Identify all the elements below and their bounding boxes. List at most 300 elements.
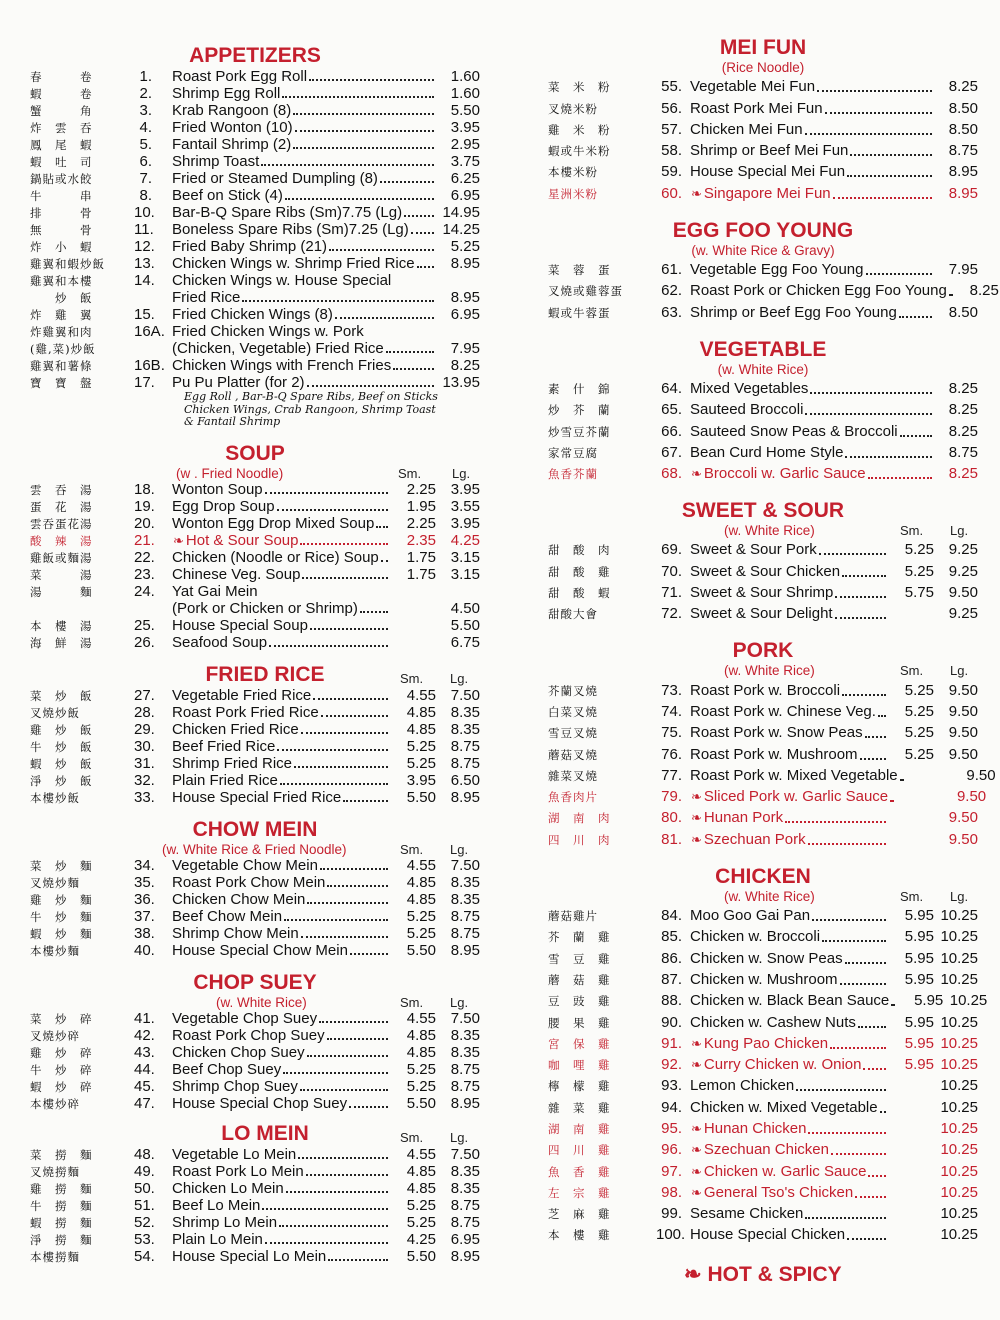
price-large: 6.95 [450,187,480,204]
chinese-name: 鍋貼或水餃 [30,172,93,186]
price-small: 5.25 [406,1060,436,1078]
menu-item [30,374,480,391]
price-large: 7.50 [450,856,480,874]
item-number: 7. [139,170,152,187]
chinese-name: 叉燒撈麵 [30,1164,80,1179]
chinese-name: 炒 飯 [30,291,93,305]
price-large: 8.35 [450,1179,480,1197]
chinese-name: 菜 撈 麵 [30,1147,93,1162]
price-small: 5.25 [904,541,934,559]
size-small-label: Sm. [400,841,424,857]
price-small: 5.95 [904,970,934,988]
item-number: 30. [134,737,155,755]
chinese-name: 雞飯或麵湯 [30,550,93,565]
dot-leader [890,800,894,802]
menu-item [548,118,978,139]
menu-item [548,925,978,946]
price-large: 4.50 [450,599,480,617]
chop-suey-subtitle: (w. White Rice) [216,994,307,1010]
chinese-name: 牛 炒 飯 [30,739,93,754]
price-large: 10.25 [940,1183,978,1201]
chinese-name: 咖 哩 雞 [548,1058,611,1073]
pepper-icon: ❧ [691,789,702,805]
item-number: 6. [139,153,152,170]
menu-item [548,581,978,602]
item-number: 60. [661,184,682,202]
dot-leader [900,779,904,781]
dot-leader [949,294,953,296]
pepper-icon: ❧ [691,810,702,826]
dot-leader [847,1238,886,1240]
chinese-name: 炸 雞 翼 [30,308,93,322]
dot-leader [845,456,932,458]
menu-item [30,789,480,806]
chow-mein-header [30,842,480,857]
price-large: 6.95 [450,306,480,323]
price-small: 4.85 [406,890,436,908]
dot-leader [404,215,434,217]
item-name: Roast Pork Lo Mein [172,1162,304,1180]
dot-leader [265,1242,388,1244]
menu-item [548,721,978,742]
dot-leader [242,300,434,302]
dot-leader [327,1038,388,1040]
price-small: 5.75 [904,584,934,602]
item-name: Beef Lo Mein [172,1196,261,1214]
pepper-icon: ❧ [691,1184,702,1200]
pepper-icon: ❧ [691,1035,702,1051]
chinese-name: 湖 南 肉 [548,811,611,826]
item-name: Moo Goo Gai Pan [690,907,811,925]
price-large: 1.60 [450,85,480,102]
dot-leader [298,1157,388,1159]
item-number: 38. [134,924,155,942]
item-name: Plain Lo Mein [172,1230,263,1248]
menu-item [30,704,480,721]
dot-leader [307,385,434,387]
pupu-note [30,391,480,429]
dot-leader [349,1106,388,1108]
item-name: Roast Pork Fried Rice [172,703,319,721]
chinese-name: 白菜叉燒 [548,704,598,719]
chinese-name: 素 什 錦 [548,381,611,396]
menu-item [30,1061,480,1078]
chicken-list [548,904,988,1245]
price-small: 5.25 [406,924,436,942]
chinese-name: 春 卷 [30,70,93,84]
item-number: 49. [134,1162,155,1180]
dot-leader [805,1217,886,1219]
size-large-label: Lg. [450,1129,469,1145]
price-small: 4.85 [406,873,436,891]
dot-leader [294,766,388,768]
item-name: General Tso's Chicken [703,1183,854,1201]
menu-item [548,181,978,202]
size-small-label: Sm. [398,465,422,481]
price-large: 10.25 [940,907,978,925]
size-small-label: Sm. [900,888,924,904]
menu-item [30,340,480,357]
price-large: 10.25 [940,1056,978,1074]
dot-leader [858,1026,886,1028]
chinese-name: 甜 酸 蝦 [548,586,611,601]
price-large: 14.25 [442,221,480,238]
chinese-name: 蝦 撈 麵 [30,1215,93,1230]
price-small: 1.75 [406,565,436,583]
item-number: 53. [134,1230,155,1248]
chinese-name: 叉燒米粉 [548,101,598,116]
price-large: 10.25 [940,1077,978,1095]
chinese-name: 芥蘭叉燒 [548,683,598,698]
menu-item [30,102,480,119]
chinese-name: 雞 炒 飯 [30,722,93,737]
dot-leader [796,1089,886,1091]
fried-rice-list [30,687,480,806]
menu-item [30,1180,480,1197]
item-number: 15. [134,306,155,323]
menu-item [30,908,480,925]
chinese-name: 牛 炒 麵 [30,909,93,924]
item-name: Roast Pork Egg Roll [172,68,308,85]
item-number: 80. [661,809,682,827]
menu-item [548,1032,978,1053]
menu-item [548,559,978,580]
item-number: 36. [134,890,155,908]
item-number: 19. [134,497,155,515]
dot-leader [805,133,932,135]
price-large: 8.35 [450,703,480,721]
price-small: 5.95 [914,992,944,1010]
section-title-chop-suey: CHOP SUEY [193,970,317,994]
price-large: 8.75 [450,1060,480,1078]
item-name: Pu Pu Platter (for 2) [172,374,305,391]
item-name: Vegetable Fried Rice [172,686,312,704]
item-name: Roast Pork Mei Fun [690,99,823,117]
price-large: 8.25 [948,401,978,419]
item-number: 56. [661,99,682,117]
price-large: 10.25 [940,970,978,988]
mei-fun-subtitle: (Rice Noodle) [721,60,805,75]
item-number: 71. [661,584,682,602]
pork-subtitle: (w. White Rice) [724,663,815,679]
item-number: 25. [134,616,155,634]
price-large: 8.75 [450,1077,480,1095]
menu-item [548,1223,978,1244]
menu-item [548,1010,978,1031]
dot-leader [833,197,932,199]
item-number: 26. [134,633,155,651]
dot-leader [277,509,388,511]
dot-leader [393,368,434,370]
price-large: 8.75 [948,142,978,160]
price-small: 4.55 [406,686,436,704]
price-small: 4.55 [406,1009,436,1027]
menu-item [30,323,480,340]
chinese-name: 炒雪豆芥蘭 [548,424,611,439]
price-small: 4.85 [406,1026,436,1044]
price-small: 5.95 [904,1013,934,1031]
section-title-soup: SOUP [225,441,285,465]
pepper-icon: ❧ [684,1263,702,1286]
item-number: 58. [661,142,682,160]
chinese-name: 甜酸大會 [548,607,598,622]
pork-header [548,663,978,678]
chinese-name: 炸雞翼和肉 [30,325,93,339]
fried-rice-header [30,663,480,687]
dot-leader [310,628,388,630]
dot-leader [808,1132,886,1134]
item-number: 87. [661,970,682,988]
menu-item [30,255,480,272]
menu-item [30,600,480,617]
chinese-name: 本樓炒飯 [30,790,80,805]
item-name: Plain Fried Rice [172,771,278,789]
price-large: 10.25 [940,949,978,967]
chinese-name: 豆 豉 雞 [548,994,611,1009]
chinese-name: 牛 串 [30,189,93,203]
menu-item [30,942,480,959]
price-large: 8.50 [948,99,978,117]
price-small: 5.25 [904,702,934,720]
chicken-subtitle: (w. White Rice) [724,888,815,904]
note-line: & Fantail Shrimp [184,415,281,428]
pepper-icon: ❧ [691,1142,702,1158]
chinese-name: 蝦 炒 碎 [30,1079,93,1094]
item-name: Chicken (Noodle or Rice) Soup [172,548,379,566]
dot-leader [306,1174,388,1176]
item-number: 63. [661,303,682,321]
chinese-name: 鳳 尾 蝦 [30,138,93,152]
price-large: 5.50 [450,616,480,634]
item-name: Chicken w. Mushroom [690,970,838,988]
chinese-name: 魚香肉片 [548,790,598,805]
item-name: Beef Fried Rice [172,737,276,755]
menu-item [30,755,480,772]
item-number: 70. [661,562,682,580]
sweet-sour-header [548,523,978,538]
dot-leader [812,919,886,921]
item-number: 37. [134,907,155,925]
dot-leader [868,477,932,479]
item-name: Fantail Shrimp (2) [172,136,292,153]
dot-leader [360,611,388,613]
chinese-name: 四 川 雞 [548,1143,611,1158]
item-number: 59. [661,163,682,181]
menu-item [548,377,978,398]
size-large-label: Lg. [450,841,469,857]
item-number: 20. [134,514,155,532]
dot-leader [350,953,388,955]
chinese-name: 宮 保 雞 [548,1036,611,1051]
section-title-vegetable: VEGETABLE [699,337,827,361]
dot-leader [380,181,434,183]
price-large: 9.50 [948,724,978,742]
pepper-icon: ❧ [691,1163,702,1179]
item-name: House Special Chow Mein [172,941,348,959]
price-large: 10.25 [940,1141,978,1159]
chinese-name: 蝦 炒 飯 [30,756,93,771]
dot-leader [262,1208,388,1210]
item-name: Chicken Wings w. Shrimp Fried Rice [172,255,415,272]
item-name: Curry Chicken w. Onion [703,1056,862,1074]
menu-item [30,515,480,532]
item-name: Fried Rice [172,289,241,306]
dot-leader [309,79,434,81]
item-name: Szechuan Chicken [703,1141,829,1159]
chinese-name: 無 骨 [30,223,93,237]
menu-item [30,532,480,549]
item-number: 52. [134,1213,155,1231]
price-large: 9.50 [966,766,996,784]
chinese-name: 菜 米 粉 [548,80,611,95]
dot-leader [831,1153,886,1155]
item-name: Shrimp Toast [172,153,260,170]
item-name: Chicken w. Garlic Sauce [703,1162,867,1180]
menu-item [30,204,480,221]
item-name: Roast Pork Chow Mein [172,873,326,891]
chinese-name: 腰 果 雞 [548,1015,611,1030]
price-small: 5.25 [406,1196,436,1214]
pepper-icon: ❧ [173,532,184,548]
price-small: 4.85 [406,1162,436,1180]
menu-item [30,1248,480,1265]
pepper-icon: ❧ [691,466,702,482]
item-number: 34. [134,856,155,874]
price-large: 8.35 [450,1162,480,1180]
price-small: 2.25 [406,514,436,532]
item-number: 54. [134,1247,155,1265]
item-name: Egg Drop Soup [172,497,275,515]
menu-item [30,238,480,255]
dot-leader [313,698,388,700]
menu-item [30,357,480,374]
dot-leader [279,1225,388,1227]
chinese-name: 叉燒炒碎 [30,1028,80,1043]
chinese-name: 芥 蘭 雞 [548,930,611,945]
price-small: 4.85 [406,703,436,721]
pepper-icon: ❧ [691,831,702,847]
item-name: Roast Pork w. Mixed Vegetable [690,766,898,784]
menu-item [548,1202,978,1223]
item-name: Vegetable Egg Foo Young [690,261,864,279]
price-small: 5.25 [904,562,934,580]
item-name: Beef on Stick (4) [172,187,283,204]
dot-leader [847,175,932,177]
size-small-label: Sm. [900,523,924,539]
chicken-header [548,889,978,904]
price-large: 10.25 [940,1226,978,1244]
price-small: 5.25 [406,737,436,755]
chinese-name: 檸 檬 雞 [548,1079,611,1094]
egg-foo-young-list [548,258,999,322]
dot-leader [329,249,434,251]
soup-subtitle: (w . Fried Noodle) [176,465,284,481]
dot-leader [293,147,434,149]
item-name: Broccoli w. Garlic Sauce [703,465,866,483]
item-name: House Special Lo Mein [172,1247,327,1265]
item-number: 72. [661,605,682,623]
item-number: 16B. [134,357,165,374]
dot-leader [343,800,388,802]
price-large: 10.25 [940,1205,978,1223]
menu-item [548,1095,978,1116]
item-number: 98. [661,1183,682,1201]
chinese-name: 雜菜叉燒 [548,768,598,783]
section-title-egg-foo-young: EGG FOO YOUNG [672,218,854,242]
price-small: 2.35 [406,531,436,549]
lo-mein-list [30,1146,480,1265]
menu-item [548,806,978,827]
item-name: Sesame Chicken [690,1205,804,1223]
price-large: 7.95 [948,261,978,279]
menu-item [548,398,978,419]
dot-leader [283,1072,388,1074]
dot-leader [335,317,434,319]
mei-fun-list [548,75,978,203]
dot-leader [855,1196,886,1198]
item-number: 2. [139,85,152,102]
chinese-name: 雲吞蛋花湯 [30,516,93,531]
item-name: Chicken Fried Rice [172,720,299,738]
item-name: Beef Chow Mein [172,907,283,925]
menu-item [548,1117,978,1138]
price-large: 9.50 [948,584,978,602]
menu-item [30,187,480,204]
price-large: 9.50 [956,788,987,806]
dot-leader [386,351,434,353]
price-large: 8.75 [450,907,480,925]
item-number: 11. [134,221,154,238]
dot-leader [321,715,388,717]
dot-leader [819,553,886,555]
price-large: 3.95 [450,514,480,532]
menu-item [548,968,978,989]
item-name: Shrimp Chow Mein [172,924,299,942]
pepper-icon: ❧ [691,1057,702,1073]
price-small: 5.25 [904,745,934,763]
item-number: 12. [134,238,155,255]
chinese-name: 炸 小 蝦 [30,240,93,254]
item-name: Chicken Chow Mein [172,890,306,908]
item-number: 27. [134,686,155,704]
dot-leader [785,821,886,823]
size-large-label: Lg. [950,663,969,679]
item-number: 73. [661,681,682,699]
item-number: 66. [661,422,682,440]
item-name: Bar-B-Q Spare Ribs (Sm)7.75 (Lg) [172,204,403,221]
item-name: Wonton Egg Drop Mixed Soup [172,514,375,532]
menu-item [548,602,978,623]
size-large-label: Lg. [452,465,471,481]
price-large: 5.25 [450,238,480,255]
menu-item [30,891,480,908]
chinese-name: 本樓炒碎 [30,1096,80,1111]
dot-leader [302,577,388,579]
chinese-name: 魚 香 雞 [548,1164,611,1179]
price-large: 3.75 [450,153,480,170]
menu-item [548,160,978,181]
item-name: Roast Pork w. Mushroom [690,745,858,763]
price-small: 5.25 [904,724,934,742]
chinese-name: 蘑菇雞片 [548,909,598,924]
chinese-name: 牛 撈 麵 [30,1198,93,1213]
price-large: 8.50 [948,303,978,321]
item-number: 5. [139,136,152,153]
chinese-name: 魚香芥蘭 [548,467,598,482]
section-title-lo-mein: LO MEIN [221,1121,309,1145]
menu-item [30,68,480,85]
item-name: Sauteed Broccoli [690,401,804,419]
